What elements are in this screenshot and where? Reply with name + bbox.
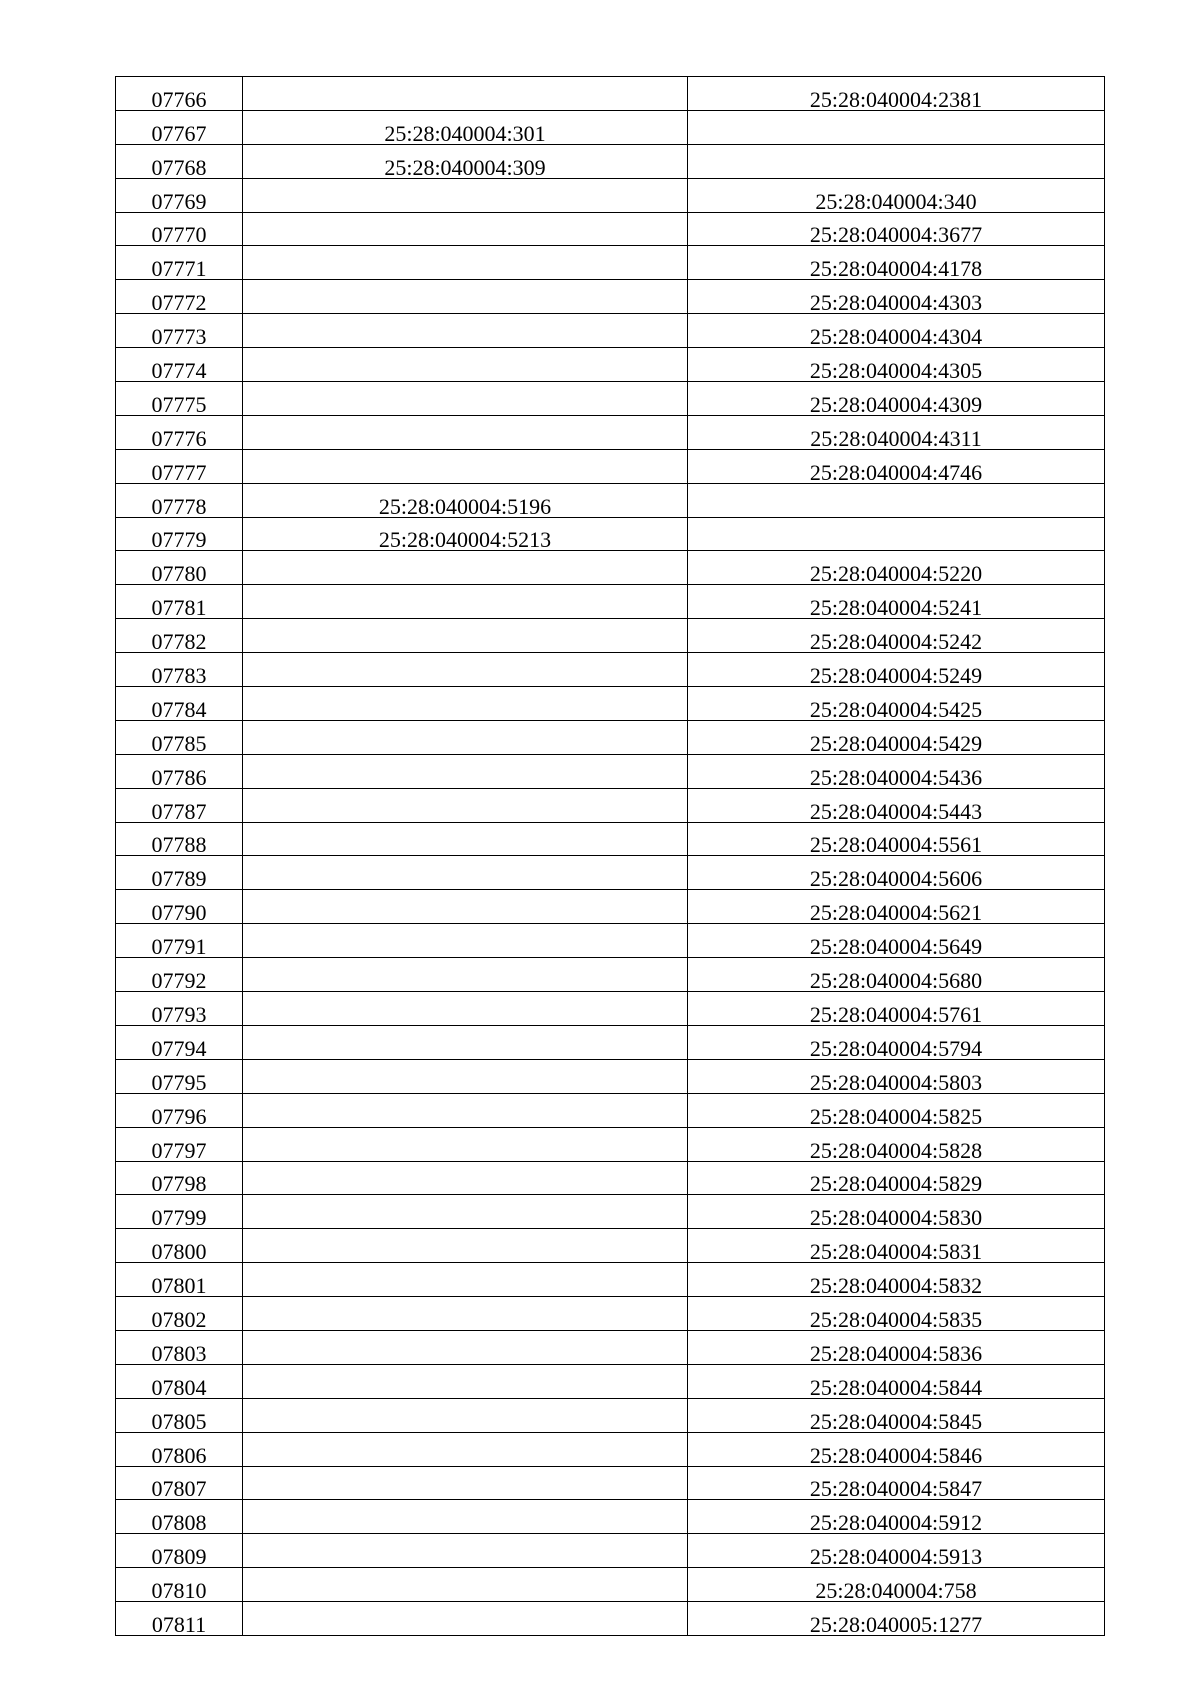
table-row <box>116 924 1105 958</box>
table-row <box>116 1161 1105 1195</box>
cell-text: 07779 <box>151 527 207 551</box>
row-number-cell <box>116 1161 243 1195</box>
row-number-cell <box>116 1229 243 1263</box>
cell-text: 07795 <box>151 1069 207 1094</box>
cadastral-number-cell-b <box>688 890 1105 924</box>
row-number-cell <box>116 280 243 314</box>
table-row <box>116 1127 1105 1161</box>
cadastral-number-cell-a <box>243 517 688 551</box>
cadastral-number-cell-a <box>243 754 688 788</box>
cadastral-number-cell-b <box>688 1466 1105 1500</box>
cell-text: 25:28:040004:5845 <box>809 1408 983 1433</box>
table-row <box>116 754 1105 788</box>
cell-text: 07774 <box>151 358 207 382</box>
cadastral-number-cell-b <box>688 551 1105 585</box>
table-row <box>116 551 1105 585</box>
cell-text: 07776 <box>151 425 207 450</box>
row-number-cell <box>116 856 243 890</box>
table-row <box>116 144 1105 178</box>
table-row <box>116 1602 1105 1636</box>
cell-text: 07810 <box>151 1578 207 1602</box>
cell-text: 07796 <box>151 1103 207 1128</box>
table-row <box>116 212 1105 246</box>
cell-text: 25:28:040004:5836 <box>809 1340 983 1365</box>
cell-text: 07780 <box>151 561 207 585</box>
row-number-cell <box>116 1534 243 1568</box>
cell-text: 25:28:040004:340 <box>815 188 977 213</box>
cell-text: 07811 <box>151 1611 207 1636</box>
row-number-cell <box>116 483 243 517</box>
cell-text: 25:28:040004:5606 <box>809 866 983 890</box>
table-row <box>116 585 1105 619</box>
cadastral-number-cell-a <box>243 449 688 483</box>
cell-text: 07784 <box>151 696 207 721</box>
cell-text: 07770 <box>151 222 207 246</box>
cadastral-number-cell-a <box>243 1466 688 1500</box>
cell-text: 25:28:040004:4311 <box>810 425 982 450</box>
row-number-cell <box>116 1127 243 1161</box>
row-number-cell <box>116 314 243 348</box>
cadastral-number-cell-b <box>688 415 1105 449</box>
table-row <box>116 1330 1105 1364</box>
cell-text: 07800 <box>151 1239 207 1263</box>
cadastral-number-cell-b <box>688 1059 1105 1093</box>
cell-text: 25:28:040004:5621 <box>809 900 983 924</box>
cell-text: 25:28:040004:5803 <box>809 1069 983 1094</box>
cadastral-number-cell-a <box>243 1161 688 1195</box>
cell-text: 07808 <box>151 1510 207 1534</box>
row-number-cell <box>116 449 243 483</box>
table-row <box>116 1059 1105 1093</box>
cell-text: 07767 <box>151 120 207 145</box>
table-row <box>116 856 1105 890</box>
cell-text: 25:28:040004:5844 <box>809 1374 983 1399</box>
cadastral-number-cell-b <box>688 1534 1105 1568</box>
cadastral-number-cell-a <box>243 415 688 449</box>
row-number-cell <box>116 992 243 1026</box>
row-number-cell <box>116 415 243 449</box>
cell-text: 25:28:040005:1277 <box>809 1611 983 1636</box>
row-number-cell <box>116 653 243 687</box>
row-number-cell <box>116 77 243 111</box>
cadastral-number-cell-a <box>243 348 688 382</box>
cadastral-number-cell-b <box>688 687 1105 721</box>
table-row <box>116 449 1105 483</box>
cadastral-number-cell-b <box>688 1602 1105 1636</box>
cadastral-number-cell-b <box>688 483 1105 517</box>
cadastral-number-cell-b <box>688 314 1105 348</box>
table-row <box>116 314 1105 348</box>
registry-table-body <box>116 77 1105 1636</box>
cadastral-number-cell-a <box>243 720 688 754</box>
cell-text: 07782 <box>151 629 207 653</box>
cadastral-number-cell-b <box>688 144 1105 178</box>
row-number-cell <box>116 788 243 822</box>
cell-text: 07804 <box>151 1374 207 1399</box>
cadastral-number-cell-a <box>243 144 688 178</box>
table-row <box>116 653 1105 687</box>
cell-text: 07807 <box>151 1476 207 1500</box>
row-number-cell <box>116 517 243 551</box>
table-row <box>116 1093 1105 1127</box>
cadastral-number-cell-b <box>688 1093 1105 1127</box>
table-row <box>116 1466 1105 1500</box>
cadastral-number-cell-a <box>243 1263 688 1297</box>
cadastral-number-cell-b <box>688 1161 1105 1195</box>
table-row <box>116 992 1105 1026</box>
cadastral-number-cell-b <box>688 449 1105 483</box>
cell-text: 25:28:040004:4304 <box>809 324 983 348</box>
cell-text: 25:28:040004:2381 <box>809 86 983 111</box>
cell-text: 25:28:040004:5830 <box>809 1205 983 1229</box>
cell-text: 25:28:040004:5912 <box>809 1510 983 1534</box>
table-row <box>116 178 1105 212</box>
cell-text: 07806 <box>151 1442 207 1467</box>
cell-text: 07790 <box>151 900 207 924</box>
cell-text: 07772 <box>151 290 207 314</box>
cell-text: 25:28:040004:5913 <box>809 1544 983 1568</box>
cadastral-number-cell-b <box>688 1364 1105 1398</box>
row-number-cell <box>116 1602 243 1636</box>
cadastral-number-cell-a <box>243 1330 688 1364</box>
cell-text: 07802 <box>151 1306 207 1331</box>
cell-text: 07792 <box>151 968 207 992</box>
cell-text: 25:28:040004:301 <box>384 120 546 145</box>
row-number-cell <box>116 619 243 653</box>
cadastral-number-cell-a <box>243 551 688 585</box>
cell-text: 07771 <box>151 256 207 280</box>
cadastral-number-cell-b <box>688 517 1105 551</box>
table-row <box>116 348 1105 382</box>
cell-text: 07797 <box>151 1137 207 1161</box>
cadastral-number-cell-b <box>688 1297 1105 1331</box>
table-row <box>116 1229 1105 1263</box>
cadastral-number-cell-a <box>243 1195 688 1229</box>
cadastral-number-cell-b <box>688 788 1105 822</box>
cadastral-number-cell-b <box>688 1330 1105 1364</box>
cell-text: 25:28:040004:5249 <box>809 663 983 687</box>
cadastral-number-cell-a <box>243 1025 688 1059</box>
cadastral-number-cell-a <box>243 212 688 246</box>
cadastral-number-cell-b <box>688 382 1105 416</box>
table-row <box>116 1534 1105 1568</box>
cell-text: 25:28:040004:309 <box>384 154 546 179</box>
table-row <box>116 483 1105 517</box>
cadastral-number-cell-b <box>688 348 1105 382</box>
cadastral-number-cell-a <box>243 1093 688 1127</box>
cadastral-number-cell-b <box>688 822 1105 856</box>
cadastral-number-cell-b <box>688 246 1105 280</box>
table-row <box>116 958 1105 992</box>
cell-text: 07801 <box>151 1273 207 1297</box>
table-row <box>116 77 1105 111</box>
cadastral-number-cell-a <box>243 1297 688 1331</box>
cadastral-number-cell-a <box>243 77 688 111</box>
table-row <box>116 822 1105 856</box>
row-number-cell <box>116 178 243 212</box>
cell-text: 25:28:040004:5561 <box>809 832 983 856</box>
table-row <box>116 1263 1105 1297</box>
cadastral-number-cell-b <box>688 280 1105 314</box>
cell-text: 25:28:040004:5794 <box>809 1035 983 1060</box>
row-number-cell <box>116 1568 243 1602</box>
cadastral-number-cell-a <box>243 788 688 822</box>
cadastral-number-cell-a <box>243 585 688 619</box>
table-row <box>116 619 1105 653</box>
cell-text: 25:28:040004:758 <box>815 1578 977 1602</box>
cell-text: 07799 <box>151 1205 207 1229</box>
cadastral-number-cell-b <box>688 653 1105 687</box>
row-number-cell <box>116 822 243 856</box>
cadastral-number-cell-a <box>243 992 688 1026</box>
cadastral-number-cell-a <box>243 653 688 687</box>
table-row <box>116 1500 1105 1534</box>
cadastral-number-cell-a <box>243 1398 688 1432</box>
table-row <box>116 415 1105 449</box>
cell-text: 07769 <box>151 188 207 213</box>
cell-text: 07805 <box>151 1408 207 1433</box>
cell-text: 07789 <box>151 866 207 890</box>
cell-text: 07788 <box>151 832 207 856</box>
cadastral-number-cell-a <box>243 1059 688 1093</box>
cadastral-number-cell-a <box>243 1534 688 1568</box>
cadastral-number-cell-a <box>243 246 688 280</box>
cell-text: 25:28:040004:4746 <box>809 459 983 484</box>
cadastral-number-cell-b <box>688 754 1105 788</box>
row-number-cell <box>116 1025 243 1059</box>
cadastral-number-cell-b <box>688 958 1105 992</box>
table-row <box>116 1432 1105 1466</box>
cadastral-number-cell-b <box>688 1398 1105 1432</box>
row-number-cell <box>116 1500 243 1534</box>
cadastral-number-cell-a <box>243 1364 688 1398</box>
cell-text: 07768 <box>151 154 207 179</box>
cadastral-number-cell-b <box>688 1127 1105 1161</box>
cadastral-number-cell-b <box>688 1432 1105 1466</box>
cell-text: 25:28:040004:5196 <box>378 493 552 518</box>
cadastral-number-cell-a <box>243 619 688 653</box>
cell-text: 07766 <box>151 86 207 111</box>
cell-text: 07809 <box>151 1544 207 1568</box>
cell-text: 25:28:040004:5436 <box>809 764 983 789</box>
cadastral-number-cell-b <box>688 1025 1105 1059</box>
cell-text: 07775 <box>151 391 207 416</box>
cell-text: 07781 <box>151 595 207 619</box>
cell-text: 25:28:040004:5425 <box>809 696 983 721</box>
row-number-cell <box>116 1432 243 1466</box>
cell-text: 25:28:040004:4303 <box>809 290 983 314</box>
table-row <box>116 517 1105 551</box>
cadastral-number-cell-b <box>688 1568 1105 1602</box>
cadastral-number-cell-b <box>688 178 1105 212</box>
cadastral-number-cell-a <box>243 382 688 416</box>
row-number-cell <box>116 585 243 619</box>
cell-text: 25:28:040004:5680 <box>809 968 983 992</box>
cadastral-number-cell-a <box>243 1229 688 1263</box>
table-row <box>116 788 1105 822</box>
cadastral-number-cell-a <box>243 1568 688 1602</box>
row-number-cell <box>116 551 243 585</box>
cell-text: 25:28:040004:5242 <box>809 629 983 653</box>
cadastral-number-cell-b <box>688 856 1105 890</box>
table-row <box>116 246 1105 280</box>
table-row <box>116 1025 1105 1059</box>
table-row <box>116 1297 1105 1331</box>
cadastral-number-cell-a <box>243 1432 688 1466</box>
table-row <box>116 687 1105 721</box>
cell-text: 25:28:040004:5443 <box>809 798 983 823</box>
cell-text: 07798 <box>151 1171 207 1195</box>
row-number-cell <box>116 1263 243 1297</box>
table-row <box>116 890 1105 924</box>
cell-text: 07794 <box>151 1035 207 1060</box>
cadastral-number-cell-b <box>688 212 1105 246</box>
cell-text: 07785 <box>151 730 207 755</box>
table-row <box>116 720 1105 754</box>
cell-text: 25:28:040004:5835 <box>809 1306 983 1331</box>
cadastral-number-cell-a <box>243 1500 688 1534</box>
row-number-cell <box>116 1195 243 1229</box>
cadastral-number-cell-a <box>243 856 688 890</box>
row-number-cell <box>116 924 243 958</box>
row-number-cell <box>116 958 243 992</box>
cell-text: 07783 <box>151 663 207 687</box>
registry-table <box>115 76 1105 1636</box>
cadastral-number-cell-b <box>688 1229 1105 1263</box>
cadastral-number-cell-b <box>688 619 1105 653</box>
cell-text: 25:28:040004:5241 <box>809 595 983 619</box>
cadastral-number-cell-a <box>243 822 688 856</box>
row-number-cell <box>116 246 243 280</box>
cadastral-number-cell-b <box>688 924 1105 958</box>
cadastral-number-cell-b <box>688 585 1105 619</box>
cell-text: 25:28:040004:5831 <box>809 1239 983 1263</box>
cadastral-number-cell-a <box>243 483 688 517</box>
cadastral-number-cell-b <box>688 1263 1105 1297</box>
cell-text: 07803 <box>151 1340 207 1365</box>
cell-text: 25:28:040004:4309 <box>809 391 983 416</box>
cadastral-number-cell-b <box>688 77 1105 111</box>
cadastral-number-cell-a <box>243 178 688 212</box>
cadastral-number-cell-a <box>243 687 688 721</box>
row-number-cell <box>116 687 243 721</box>
table-row <box>116 280 1105 314</box>
cell-text: 07793 <box>151 1001 207 1026</box>
row-number-cell <box>116 1330 243 1364</box>
cadastral-number-cell-b <box>688 110 1105 144</box>
row-number-cell <box>116 1466 243 1500</box>
row-number-cell <box>116 1059 243 1093</box>
cadastral-number-cell-b <box>688 720 1105 754</box>
row-number-cell <box>116 1297 243 1331</box>
row-number-cell <box>116 1398 243 1432</box>
row-number-cell <box>116 110 243 144</box>
row-number-cell <box>116 1364 243 1398</box>
cadastral-number-cell-b <box>688 992 1105 1026</box>
cadastral-number-cell-a <box>243 1602 688 1636</box>
cell-text: 25:28:040004:4305 <box>809 358 983 382</box>
cell-text: 25:28:040004:5213 <box>378 527 552 551</box>
cell-text: 25:28:040004:5220 <box>809 561 983 585</box>
cadastral-number-cell-a <box>243 1127 688 1161</box>
cell-text: 25:28:040004:5649 <box>809 934 983 958</box>
row-number-cell <box>116 754 243 788</box>
cell-text: 25:28:040004:3677 <box>809 222 983 246</box>
cell-text: 07778 <box>151 493 207 518</box>
cell-text: 25:28:040004:5847 <box>809 1476 983 1500</box>
cell-text: 07773 <box>151 324 207 348</box>
table-row <box>116 382 1105 416</box>
cadastral-number-cell-a <box>243 110 688 144</box>
table-row <box>116 110 1105 144</box>
cell-text: 25:28:040004:5761 <box>809 1001 983 1026</box>
cell-text: 07777 <box>151 459 207 484</box>
cadastral-number-cell-a <box>243 280 688 314</box>
cadastral-number-cell-a <box>243 958 688 992</box>
table-row <box>116 1195 1105 1229</box>
cell-text: 07787 <box>151 798 207 823</box>
cell-text: 25:28:040004:4178 <box>809 256 983 280</box>
table-row <box>116 1398 1105 1432</box>
cell-text: 25:28:040004:5429 <box>809 730 983 755</box>
cell-text: 25:28:040004:5825 <box>809 1103 983 1128</box>
row-number-cell <box>116 890 243 924</box>
row-number-cell <box>116 720 243 754</box>
row-number-cell <box>116 348 243 382</box>
cadastral-number-cell-a <box>243 890 688 924</box>
row-number-cell <box>116 1093 243 1127</box>
cadastral-number-cell-b <box>688 1500 1105 1534</box>
row-number-cell <box>116 212 243 246</box>
cadastral-number-cell-a <box>243 314 688 348</box>
cell-text: 25:28:040004:5832 <box>809 1273 983 1297</box>
cell-text: 07791 <box>151 934 207 958</box>
row-number-cell <box>116 382 243 416</box>
table-row <box>116 1364 1105 1398</box>
cadastral-number-cell-b <box>688 1195 1105 1229</box>
cell-text: 25:28:040004:5846 <box>809 1442 983 1467</box>
cell-text: 25:28:040004:5829 <box>809 1171 983 1195</box>
table-row <box>116 1568 1105 1602</box>
cell-text: 25:28:040004:5828 <box>809 1137 983 1161</box>
row-number-cell <box>116 144 243 178</box>
cadastral-number-cell-a <box>243 924 688 958</box>
cell-text: 07786 <box>151 764 207 789</box>
